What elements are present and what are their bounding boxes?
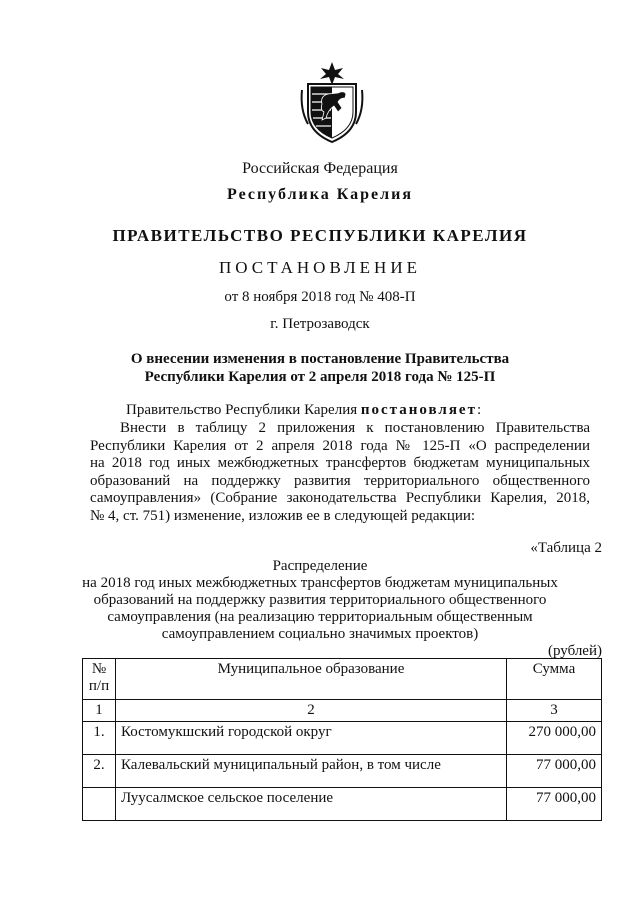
row-municipality: Костомукшский городской округ <box>116 722 507 755</box>
header-number-cell <box>83 659 116 700</box>
subject-line-1: О внесении изменения в постановление Правительства <box>130 351 510 367</box>
row-number <box>83 788 116 821</box>
karelia-coat-of-arms-icon <box>298 60 366 144</box>
caption-line: самоуправления (на реализацию территориальным общественным <box>107 609 533 625</box>
table-header-row <box>83 659 602 700</box>
intro-prefix: Правительство Республики Карелия <box>126 402 361 418</box>
document-type: ПОСТАНОВЛЕНИЕ <box>218 258 421 277</box>
date-and-number: от 8 ноября 2018 год № 408-П <box>224 289 416 305</box>
distribution-table <box>82 658 602 821</box>
body-line: на 2018 год иных межбюджетных трансфертов бюджетам муниципальных <box>90 455 590 471</box>
row-number: 1. <box>83 722 116 755</box>
intro-line <box>126 402 481 419</box>
federation-line: Российская Федерация <box>242 160 398 177</box>
column-number: 3 <box>507 700 602 722</box>
row-amount: 270 000,00 <box>507 722 602 755</box>
intro-suffix: : <box>476 402 482 418</box>
column-number: 1 <box>83 700 116 722</box>
body-paragraph <box>90 420 590 525</box>
caption-line: на 2018 год иных межбюджетных трансфертов бюджетам муниципальных <box>82 575 558 591</box>
body-line: Внести в таблицу 2 приложения к постановлению Правительства <box>120 420 590 436</box>
subject-line-2: Республики Карелия от 2 апреля 2018 года № 125-П <box>144 369 496 385</box>
table-row <box>83 788 602 821</box>
caption-line: образований на поддержку развития территориального общественного <box>93 592 547 608</box>
row-municipality: Калевальский муниципальный район, в том числе <box>116 755 507 788</box>
row-amount: 77 000,00 <box>507 755 602 788</box>
table-caption <box>40 558 600 643</box>
header-number-sign: № <box>91 661 107 677</box>
row-number: 2. <box>83 755 116 788</box>
caption-line: самоуправлением социально значимых проектов) <box>161 626 479 642</box>
government-title: ПРАВИТЕЛЬСТВО РЕСПУБЛИКИ КАРЕЛИЯ <box>112 226 528 245</box>
body-line: образований на поддержку развития территориального общественного <box>90 472 590 489</box>
header-number-abbr: п/п <box>88 678 110 694</box>
currency-unit: (рублей) <box>547 643 602 659</box>
column-number-row <box>83 700 602 722</box>
caption-line: Распределение <box>272 558 368 574</box>
table-label: «Таблица 2 <box>530 540 602 556</box>
republic-line: Республика Карелия <box>227 186 413 203</box>
body-line: Республики Карелия от 2 апреля 2018 года № 125-П «О распределении <box>90 437 590 454</box>
row-municipality: Луусалмское сельское поселение <box>116 788 507 821</box>
table-row <box>83 755 602 788</box>
subject-heading <box>40 350 600 386</box>
header-municipality: Муниципальное образование <box>116 659 507 700</box>
column-number: 2 <box>116 700 507 722</box>
row-amount: 77 000,00 <box>507 788 602 821</box>
intro-decree-word: постановляет <box>360 402 477 418</box>
header-amount: Сумма <box>507 659 602 700</box>
body-line: № 4, ст. 751) изменение, изложив ее в следующей редакции: <box>90 507 476 524</box>
table-row <box>83 722 602 755</box>
body-line: самоуправления» (Собрание законодательства Республики Карелия, 2018, <box>90 490 590 506</box>
city-line: г. Петрозаводск <box>270 316 370 332</box>
